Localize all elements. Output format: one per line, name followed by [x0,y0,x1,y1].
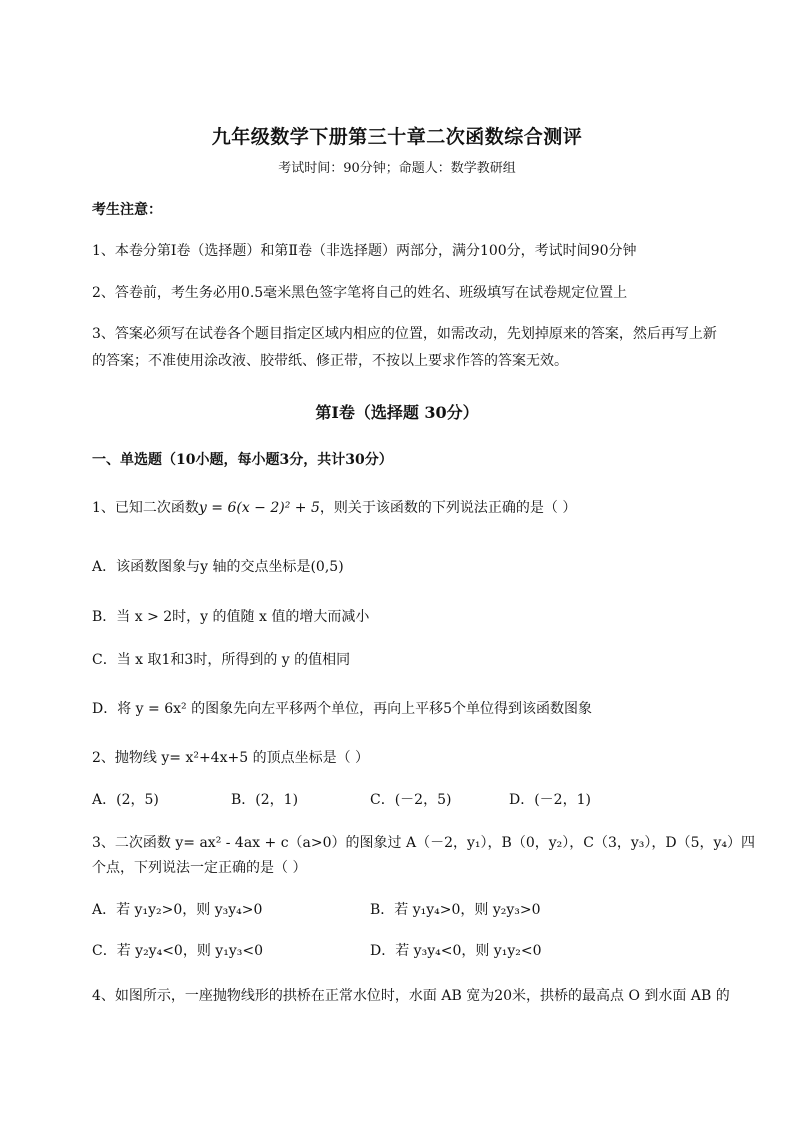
q2-option-c: C．(－2，5) [370,792,452,808]
question-1-stem [92,498,576,518]
notice-item-3-cont: 的答案；不准使用涂改液、胶带纸、修正带，不按以上要求作答的答案无效。 [92,353,568,369]
q1-option-b: B．当 x > 2时，y 的值随 x 值的增大而减小 [92,609,370,625]
notice-item-3: 3、答案必须写在试卷各个题目指定区域内相应的位置，如需改动，先划掉原来的答案，然后再写上新 [92,326,717,342]
q1-option-d: D．将 y = 6x² 的图象先向左平移两个单位，再向上平移5个单位得到该函数图象 [92,701,592,717]
q2-option-b: B．(2，1) [231,792,299,808]
section-title: 一、单选题（10小题，每小题3分，共计30分） [92,452,393,468]
q2-option-a: A．(2，5) [92,792,159,808]
q1-option-a: A．该函数图象与y 轴的交点坐标是(0,5) [92,559,344,575]
notice-item-2: 2、答卷前，考生务必用0.5毫米黑色签字笔将自己的姓名、班级填写在试卷规定位置上 [92,285,628,301]
exam-info: 考试时间：90分钟；命题人：数学教研组 [278,161,516,176]
notice-item-1: 1、本卷分第I卷（选择题）和第Ⅱ卷（非选择题）两部分，满分100分，考试时间90分钟 [92,243,637,259]
question-2-stem: 2、抛物线 y= x²+4x+5 的顶点坐标是（ ） [92,750,370,766]
q3-option-b: B．若 y₁y₄>0，则 y₂y₃>0 [370,902,541,918]
q3-option-c: C．若 y₂y₄<0，则 y₁y₃<0 [92,943,263,959]
q1-suffix: ，则关于该函数的下列说法正确的是（ ） [319,500,577,516]
question-4-stem: 4、如图所示，一座抛物线形的拱桥在正常水位时，水面 AB 宽为20米，拱桥的最高点 O 到水面 AB 的 [92,988,730,1004]
notice-heading: 考生注意： [92,202,162,218]
q3-option-d: D．若 y₃y₄<0，则 y₁y₂<0 [370,943,542,959]
part-title: 第I卷（选择题 30分） [315,403,479,422]
page-title: 九年级数学下册第三十章二次函数综合测评 [211,126,583,148]
q3-option-a: A．若 y₁y₂>0，则 y₃y₄>0 [92,902,263,918]
question-3-stem-cont: 个点，下列说法一定正确的是（ ） [92,860,307,876]
question-3-stem: 3、二次函数 y= ax² - 4ax + c（a>0）的图象过 A（－2，y₁），B（0，y₂），C（3，y₃），D（5，y₄）四 [92,835,756,851]
q1-option-c: C．当 x 取1和3时，所得到的 y 的值相同 [92,652,351,668]
q1-prefix: 1、已知二次函数 [92,500,199,516]
q1-formula: y = 6(x − 2)² + 5 [198,500,320,516]
q2-option-d: D．(－2，1) [509,792,591,808]
